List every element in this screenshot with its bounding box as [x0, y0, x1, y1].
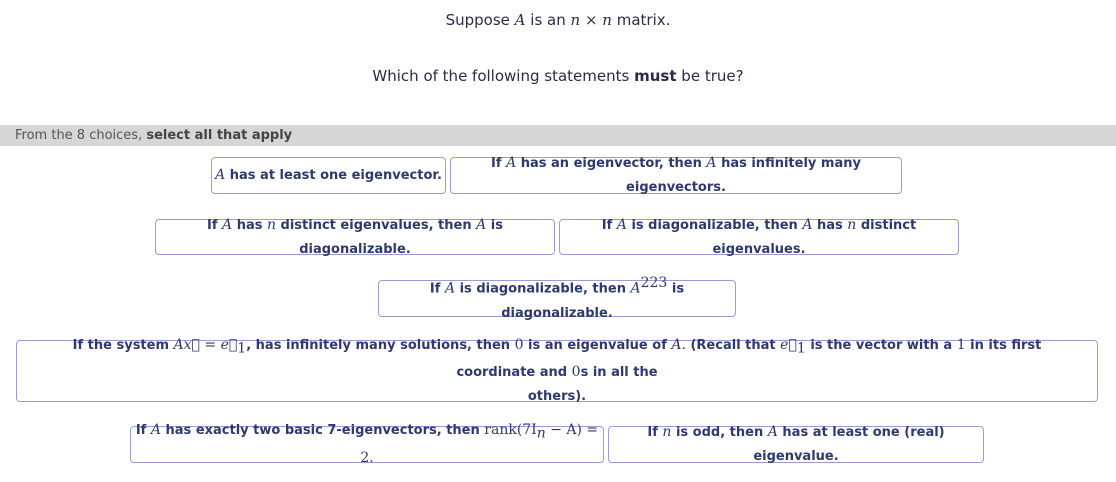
choice-text: If [601, 217, 613, 233]
var-a: A [506, 155, 517, 171]
exponent: 223 [640, 275, 668, 292]
var-n: n [266, 216, 277, 233]
choice-diagonalizable-implies-distinct[interactable] [559, 216, 959, 257]
choice-text: If [207, 217, 218, 233]
choice-text: has at least one (real) eigenvalue. [753, 425, 945, 464]
choice-system-infinitely-many-solutions[interactable] [16, 336, 1098, 405]
choice-at-least-one-eigenvector[interactable] [211, 157, 446, 194]
intro-text: Suppose [445, 11, 510, 29]
choice-text: If [135, 423, 147, 439]
choice-basic-eigenvectors-rank[interactable] [130, 422, 604, 466]
choice-text: has exactly two basic 7-eigenvectors, then [165, 423, 480, 439]
subscript: 1 [796, 340, 806, 357]
choice-text: is an eigenvalue of [528, 337, 667, 353]
instruction-bar [0, 125, 1116, 146]
var-n: n [662, 424, 672, 440]
intro-text: matrix. [616, 11, 671, 29]
matrix-symbol: A [514, 11, 526, 29]
var-a: A [767, 424, 778, 440]
question-intro [0, 11, 1116, 29]
var-a: A [222, 216, 233, 233]
choice-text: has at least one eigenvector. [229, 168, 442, 183]
choice-odd-n-real-eigenvalue[interactable] [608, 426, 984, 463]
choice-text: in its first coordinate and [456, 337, 1042, 381]
choice-text: is the vector with a [810, 337, 953, 353]
choice-text: (Recall that [690, 337, 776, 353]
var-a: A [150, 422, 161, 439]
choice-text: s in all the [580, 365, 658, 381]
subscript: n [536, 425, 546, 442]
choice-power-diagonalizable[interactable] [378, 275, 736, 321]
var-a: A [630, 280, 641, 297]
prompt-text: Which of the following statements [372, 67, 630, 85]
choice-infinitely-many-eigenvectors[interactable] [450, 157, 902, 194]
choice-text: has an eigenvector, then [520, 156, 702, 171]
choice-text: If the system [72, 337, 170, 353]
question-prompt [0, 67, 1116, 85]
choice-text: If [491, 156, 502, 171]
var-a: A [476, 216, 487, 233]
number: 0 [514, 336, 524, 353]
equation: Ax⃗ = e⃗ [173, 336, 238, 353]
prompt-emphasis: must [634, 67, 677, 85]
choice-text: distinct eigenvalues, then [280, 217, 472, 233]
choice-text: has [236, 217, 263, 233]
choice-text: is diagonalizable, then [459, 281, 626, 297]
choice-text: has infinitely many eigenvectors. [626, 156, 861, 195]
var-a: A [616, 216, 627, 233]
rank-expression: rank(7I [484, 422, 537, 439]
var-a: A. [671, 336, 686, 353]
instruction-select-all: select all that apply [146, 128, 293, 143]
choice-text: is odd, then [675, 425, 764, 440]
number: 0 [571, 364, 581, 381]
vector-e: e⃗ [780, 336, 797, 353]
var-a: A [706, 155, 717, 171]
var-a: A [215, 167, 226, 183]
matrix-dimensions: n × n [570, 11, 612, 29]
prompt-text: be true? [681, 67, 744, 85]
choice-text: If [647, 425, 658, 440]
choice-text: is diagonalizable. [501, 281, 685, 321]
choice-text: has [817, 217, 843, 233]
choice-text: others). [527, 389, 587, 405]
choice-distinct-implies-diagonalizable[interactable] [155, 216, 555, 257]
rank-expression: − A) = 2. [360, 422, 599, 466]
choice-text: distinct eigenvalues. [712, 217, 917, 257]
var-n: n [847, 216, 857, 233]
choice-text: is diagonalizable, then [631, 217, 798, 233]
subscript: 1 [237, 340, 247, 357]
number: 1 [956, 336, 966, 353]
var-a: A [444, 280, 456, 297]
choice-text: , has infinitely many solutions, then [246, 337, 511, 353]
instruction-prefix: From the 8 choices, [15, 128, 143, 143]
var-a: A [802, 216, 813, 233]
choice-text: If [429, 281, 441, 297]
choice-text: is diagonalizable. [299, 217, 503, 257]
intro-text: is an [530, 11, 566, 29]
